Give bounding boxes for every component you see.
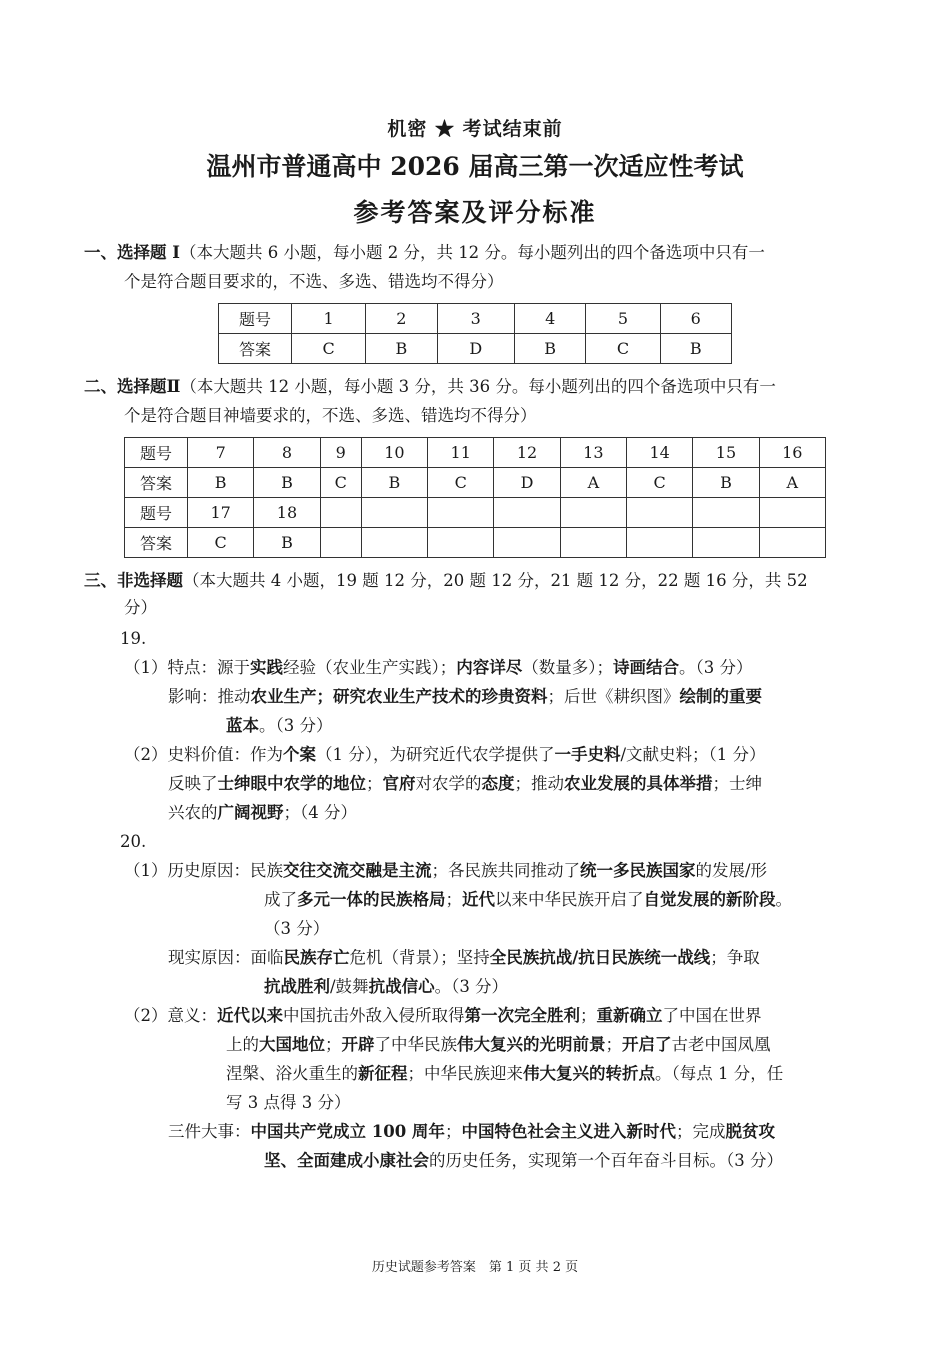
q20-part1-line3: （3 分） xyxy=(264,919,330,938)
answer-cell: C xyxy=(428,468,494,498)
answer-cell: B xyxy=(254,468,320,498)
answer-cell: C xyxy=(292,334,366,364)
section1-answer-table xyxy=(218,303,732,364)
q20-real-line1: 现实原因：面临民族存亡危机（背景）；坚持全民族抗战/抗日民族统一战线；争取 xyxy=(168,948,760,967)
answer-cell xyxy=(693,528,759,558)
row-label: 答案 xyxy=(125,468,188,498)
answer-cell: B xyxy=(188,468,254,498)
document-subtitle: 参考答案及评分标准 xyxy=(353,198,597,227)
section2-desc-1: （本大题共 12 小题，每小题 3 分，共 36 分。每小题列出的四个备选项中只有一 xyxy=(180,377,776,396)
answer-cell: B xyxy=(514,334,585,364)
q19-part2-line3: 兴农的广阔视野；（4 分） xyxy=(168,803,357,822)
section3-desc-1: （本大题共 4 小题，19 题 12 分，20 题 12 分，21 题 12 分，22 题 16 分，共 52 xyxy=(183,571,808,590)
q-cell xyxy=(320,498,361,528)
q20-events-line1: 三件大事：中国共产党成立 100 周年；中国特色社会主义进入新时代；完成脱贫攻 xyxy=(168,1122,775,1141)
q19-part2-line1: （2）史料价值：作为个案（1 分），为研究近代农学提供了一手史料/文献史料；（1 分） xyxy=(124,745,766,764)
answer-cell xyxy=(428,528,494,558)
answer-cell xyxy=(759,528,825,558)
answer-cell: C xyxy=(586,334,660,364)
answer-cell: B xyxy=(366,334,437,364)
q20-number: 20. xyxy=(120,832,147,851)
table-row xyxy=(125,498,826,528)
q19-part2-line2: 反映了士绅眼中农学的地位；官府对农学的态度；推动农业发展的具体举措；士绅 xyxy=(168,774,762,793)
section1-desc-2: 个是符合题目要求的，不选、多选、错选均不得分） xyxy=(124,272,504,291)
q-cell: 6 xyxy=(660,304,731,334)
q-cell xyxy=(759,498,825,528)
q19-influence-line1: 影响：推动农业生产；研究农业生产技术的珍贵资料；后世《耕织图》绘制的重要 xyxy=(168,687,762,706)
exam-title: 温州市普通高中 2026 届高三第一次适应性考试 xyxy=(206,152,744,181)
q-cell: 7 xyxy=(188,438,254,468)
q-cell: 2 xyxy=(366,304,437,334)
row-label: 答案 xyxy=(125,528,188,558)
q-cell: 18 xyxy=(254,498,320,528)
section2-answer-table xyxy=(124,437,826,558)
q-cell xyxy=(693,498,759,528)
q-cell: 12 xyxy=(494,438,560,468)
table-row xyxy=(219,334,732,364)
section2-desc-2: 个是符合题目神墙要求的，不选、多选、错选均不得分） xyxy=(124,406,537,425)
q-cell: 3 xyxy=(437,304,514,334)
q-cell: 8 xyxy=(254,438,320,468)
q-cell xyxy=(428,498,494,528)
q-cell: 5 xyxy=(586,304,660,334)
table-row xyxy=(125,468,826,498)
answer-cell xyxy=(361,528,427,558)
row-label: 题号 xyxy=(219,304,292,334)
row-label: 题号 xyxy=(125,498,188,528)
row-label: 题号 xyxy=(125,438,188,468)
q20-part1-line2: 成了多元一体的民族格局；近代以来中华民族开启了自觉发展的新阶段。 xyxy=(264,890,792,909)
answer-cell: D xyxy=(494,468,560,498)
q20-part2-line1: （2）意义：近代以来中国抗击外敌入侵所取得第一次完全胜利；重新确立了中国在世界 xyxy=(124,1006,762,1025)
answer-cell: C xyxy=(188,528,254,558)
answer-cell: C xyxy=(627,468,693,498)
q20-part2-line3: 涅槃、浴火重生的新征程；中华民族迎来伟大复兴的转折点。（每点 1 分，任 xyxy=(226,1064,784,1083)
confidential-label: 机密 ★ 考试结束前 xyxy=(387,118,563,140)
q19-influence-line2: 蓝本。（3 分） xyxy=(226,716,333,735)
q-cell: 11 xyxy=(428,438,494,468)
q20-part2-line2: 上的大国地位；开辟了中华民族伟大复兴的光明前景；开启了古老中国凤凰 xyxy=(226,1035,771,1054)
table-row xyxy=(125,528,826,558)
answer-cell: A xyxy=(759,468,825,498)
q-cell: 1 xyxy=(292,304,366,334)
answer-cell: B xyxy=(361,468,427,498)
answer-cell xyxy=(560,528,626,558)
answer-cell: C xyxy=(320,468,361,498)
q-cell: 17 xyxy=(188,498,254,528)
section3-heading: 三、非选择题 xyxy=(84,571,183,590)
q-cell: 14 xyxy=(627,438,693,468)
q19-part1-line1: （1）特点：源于实践经验（农业生产实践）；内容详尽（数量多）；诗画结合。（3 分） xyxy=(124,658,753,677)
q-cell: 15 xyxy=(693,438,759,468)
page-footer: 历史试题参考答案 第 1 页 共 2 页 xyxy=(371,1260,579,1275)
q20-part2-line4: 写 3 点得 3 分） xyxy=(226,1093,351,1112)
q-cell xyxy=(361,498,427,528)
q-cell: 16 xyxy=(759,438,825,468)
q-cell xyxy=(627,498,693,528)
q20-part1-line1: （1）历史原因：民族交往交流交融是主流；各民族共同推动了统一多民族国家的发展/形 xyxy=(124,861,768,880)
q-cell: 10 xyxy=(361,438,427,468)
q-cell xyxy=(494,498,560,528)
q-cell: 9 xyxy=(320,438,361,468)
answer-cell xyxy=(494,528,560,558)
q20-events-line2: 坚、全面建成小康社会的历史任务，实现第一个百年奋斗目标。（3 分） xyxy=(264,1151,783,1170)
section2-line1 xyxy=(84,377,776,397)
table-row xyxy=(219,304,732,334)
section1-heading: 一、选择题 I xyxy=(84,243,180,262)
section1-line1 xyxy=(84,243,765,263)
answer-cell: B xyxy=(254,528,320,558)
answer-cell: A xyxy=(560,468,626,498)
section1-desc-1: （本大题共 6 小题，每小题 2 分，共 12 分。每小题列出的四个备选项中只有一 xyxy=(179,243,765,262)
q-cell: 13 xyxy=(560,438,626,468)
q19-number: 19. xyxy=(120,629,147,648)
answer-cell xyxy=(320,528,361,558)
row-label: 答案 xyxy=(219,334,292,364)
q20-real-line2: 抗战胜利/鼓舞抗战信心。（3 分） xyxy=(264,977,509,996)
answer-cell: B xyxy=(660,334,731,364)
q-cell xyxy=(560,498,626,528)
section2-heading: 二、选择题Ⅱ xyxy=(84,377,181,396)
section3-line1 xyxy=(84,571,808,591)
table-row xyxy=(125,438,826,468)
answer-cell xyxy=(627,528,693,558)
answer-cell: D xyxy=(437,334,514,364)
section3-desc-2: 分） xyxy=(124,598,157,617)
q-cell: 4 xyxy=(514,304,585,334)
answer-cell: B xyxy=(693,468,759,498)
